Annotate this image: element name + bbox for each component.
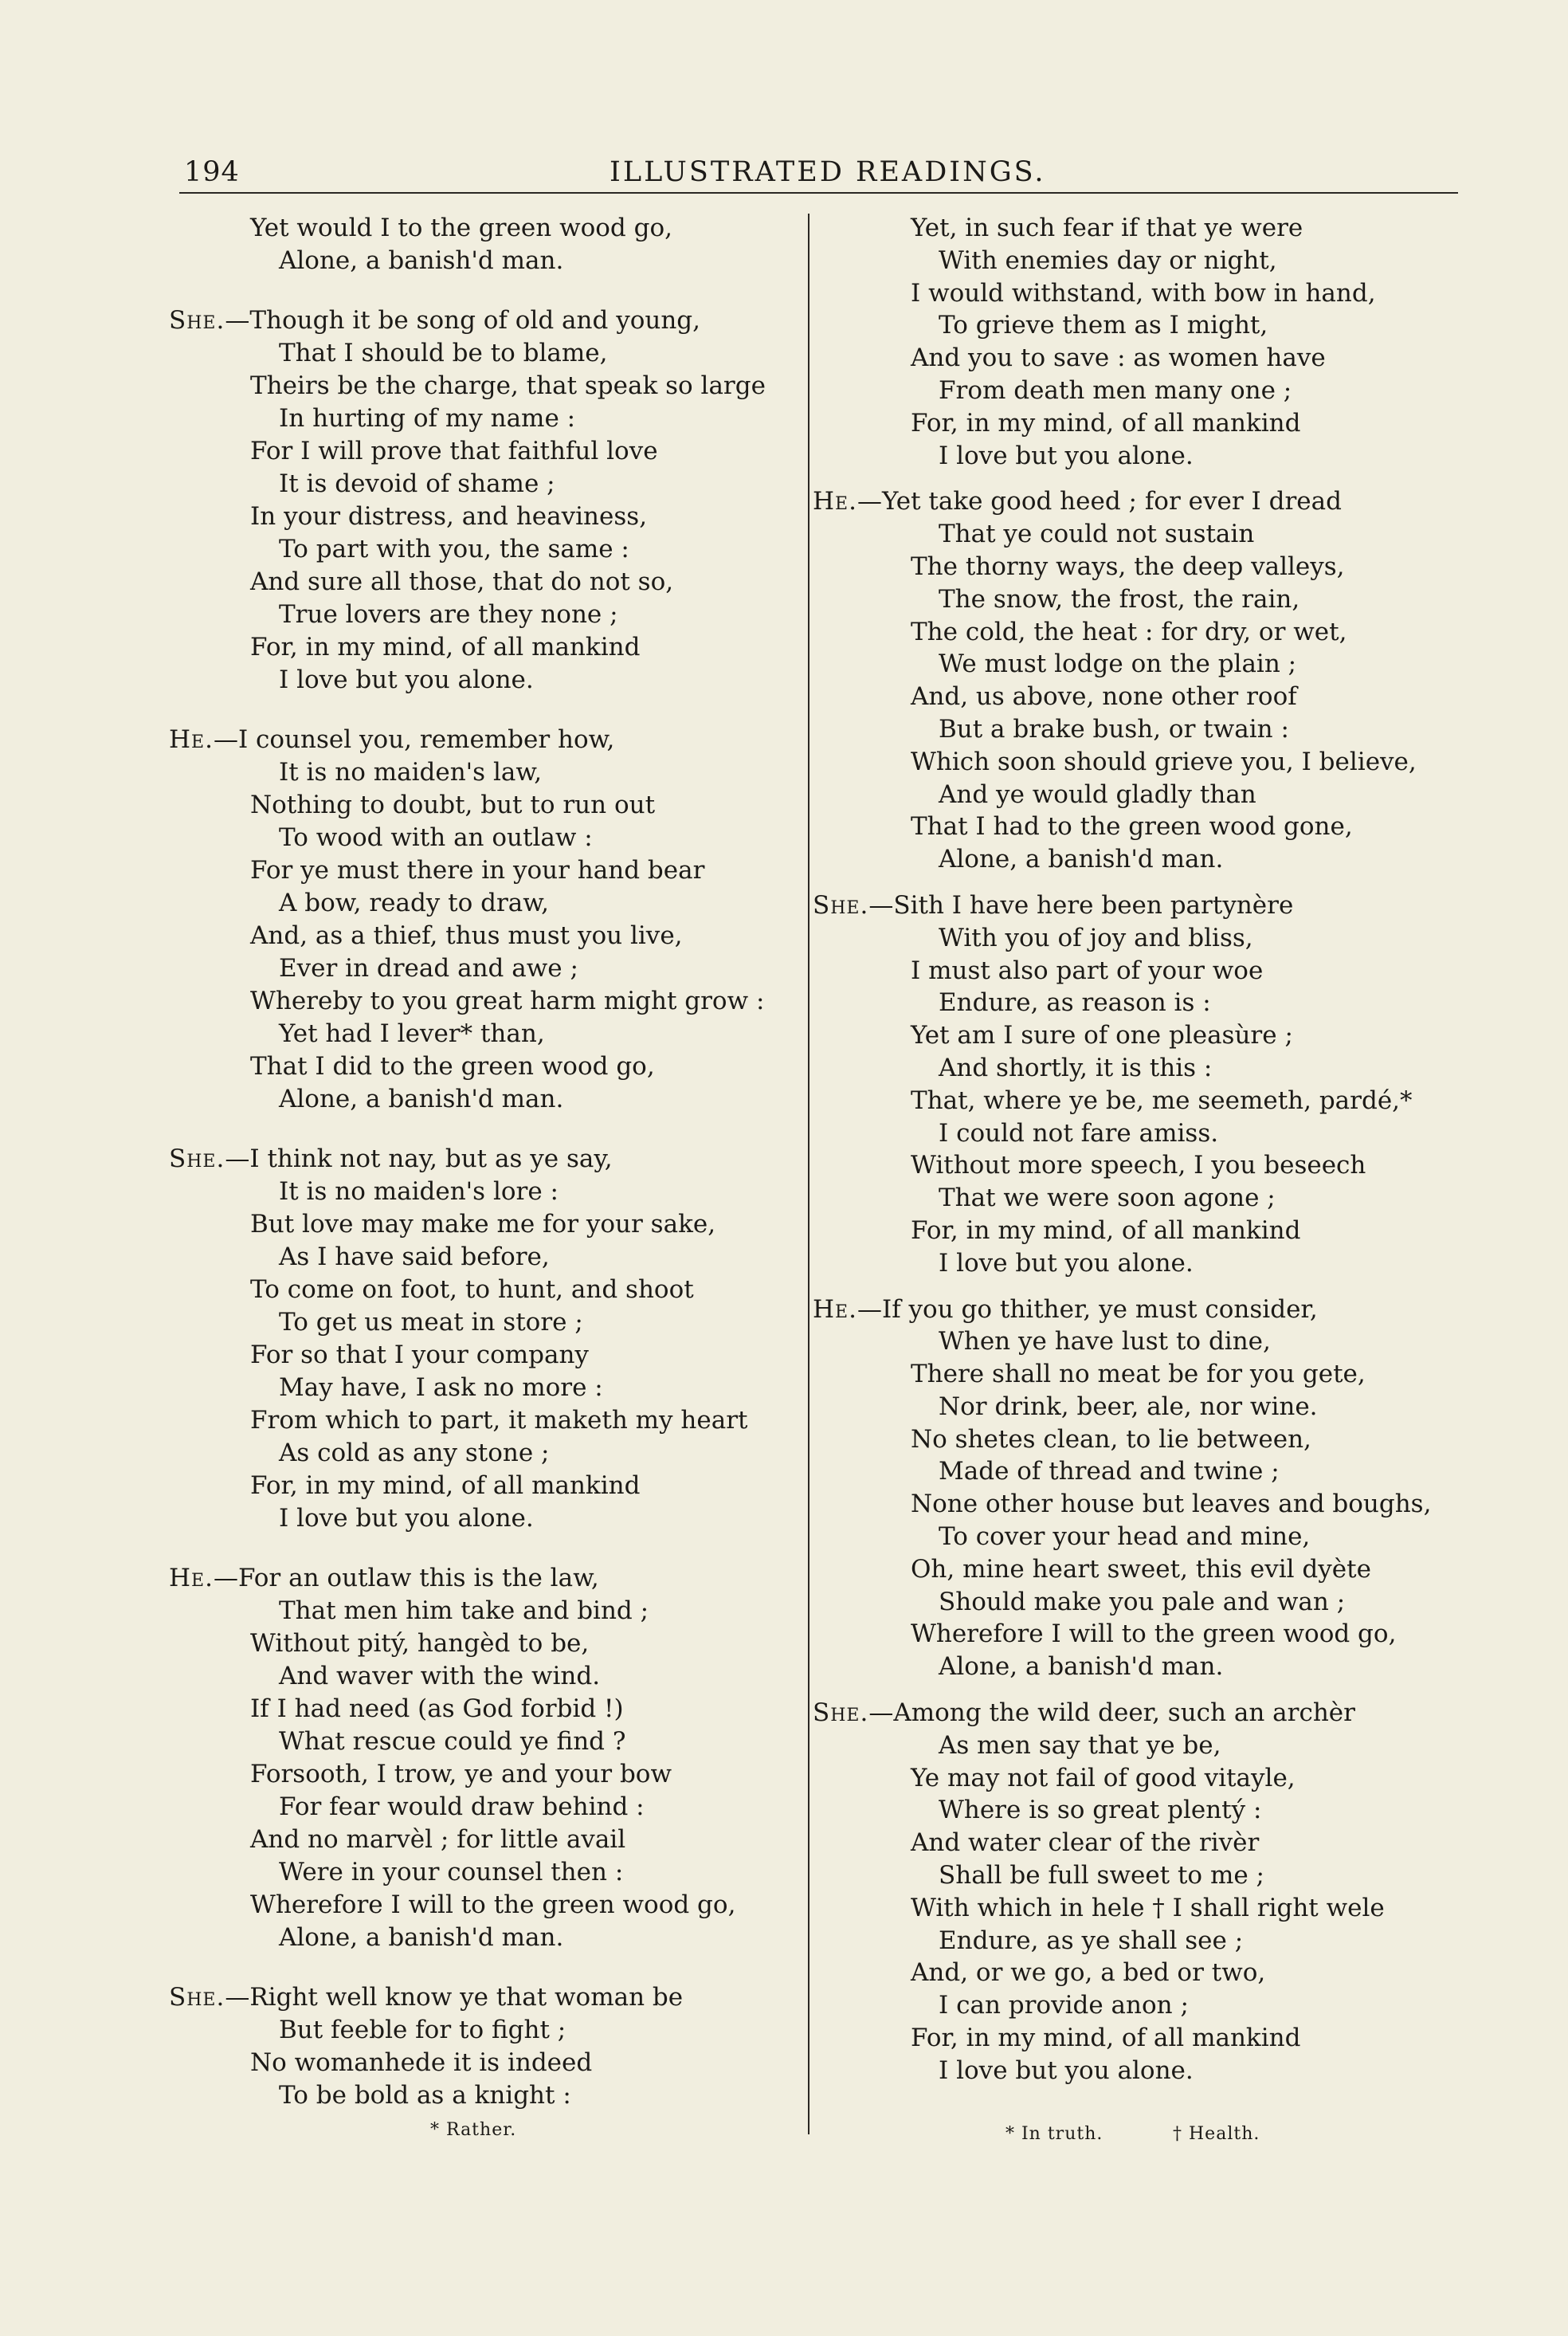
verse-text: To cover your head and mine, [939, 1522, 1311, 1552]
verse-line [813, 1989, 1474, 2022]
verse-line [169, 1889, 790, 1922]
verse-text: I love but you alone. [939, 2055, 1194, 2085]
verse-line [169, 1050, 790, 1083]
speaker-dash: — [857, 1294, 882, 1324]
verse-line [169, 245, 790, 277]
verse-line [813, 277, 1474, 310]
verse-text: Nor drink, beer, ale, nor wine. [939, 1392, 1318, 1421]
verse-line [169, 1143, 790, 1176]
verse-text: And ye would gladly than [939, 779, 1256, 809]
speaker-dash: — [868, 890, 894, 920]
verse-line [169, 1725, 790, 1758]
stanza [169, 1562, 790, 1954]
verse-text: Endure, as reason is : [939, 988, 1211, 1018]
verse-text: To part with you, the same : [279, 535, 629, 563]
footnote-in-truth: * In truth. [1005, 2124, 1103, 2144]
verse-text: I think not nay, but as ye say, [249, 1144, 613, 1173]
verse-text: The cold, the heat : for dry, or wet, [911, 617, 1347, 646]
verse-text: But a brake bush, or twain : [939, 714, 1289, 744]
verse-text: Alone, a banish'd man. [279, 1085, 564, 1113]
verse-line [813, 1586, 1474, 1619]
verse-text: Yet would I to the green wood go, [250, 214, 672, 242]
verse-line [169, 337, 790, 370]
verse-line [813, 1149, 1474, 1182]
verse-line [169, 1824, 790, 1856]
verse-line [813, 811, 1474, 843]
verse-text: Wherefore I will to the green wood go, [911, 1619, 1397, 1649]
verse-text: I must also part of your woe [911, 956, 1264, 985]
verse-text: Were in your counsel then : [279, 1858, 624, 1886]
verse-line [169, 1502, 790, 1535]
verse-text: And you to save : as women have [911, 344, 1326, 373]
verse-line [813, 1117, 1474, 1150]
verse-text: For I will prove that faithful love [250, 437, 658, 465]
verse-text: And no marvèl ; for little avail [250, 1825, 626, 1854]
running-title: ILLUSTRATED READINGS. [610, 156, 1046, 188]
verse-text: That ye could not sustain [939, 520, 1255, 549]
verse-line [169, 664, 790, 697]
verse-line [813, 551, 1474, 583]
verse-text: For, in my mind, of all mankind [250, 1471, 641, 1500]
verse-text: With enemies day or night, [939, 245, 1277, 275]
stanza [169, 724, 790, 1116]
verse-line [813, 342, 1474, 375]
verse-text: As I have said before, [279, 1243, 550, 1271]
verse-line [813, 1697, 1474, 1729]
verse-line [813, 309, 1474, 342]
verse-text: And, us above, none other roof [911, 682, 1297, 712]
verse-line [169, 533, 790, 566]
verse-line [169, 887, 790, 920]
verse-line [169, 468, 790, 501]
verse-text: For, in my mind, of all mankind [250, 633, 641, 662]
verse-text: We must lodge on the plain ; [939, 650, 1297, 679]
verse-line [813, 583, 1474, 616]
verse-line [169, 1339, 790, 1372]
verse-text: In hurting of my name : [279, 404, 576, 433]
verse-line [169, 920, 790, 952]
stanza [813, 889, 1474, 1280]
verse-text: Should make you pale and wan ; [939, 1587, 1346, 1616]
verse-line [169, 1176, 790, 1208]
verse-text: Ever in dread and awe ; [279, 954, 578, 983]
verse-line [169, 501, 790, 533]
verse-line [813, 2055, 1474, 2087]
verse-line [813, 518, 1474, 551]
verse-text: But feeble for to fight ; [279, 2016, 566, 2044]
verse-text: I love but you alone. [939, 441, 1194, 470]
speaker-dash: — [213, 1564, 238, 1592]
stanza [169, 212, 790, 277]
verse-text: Endure, as ye shall see ; [939, 1926, 1244, 1955]
verse-text: For an outlaw this is the law, [237, 1564, 599, 1592]
verse-text: And sure all those, that do not so, [250, 567, 674, 596]
verse-line [813, 955, 1474, 987]
verse-line [169, 1660, 790, 1693]
verse-line [813, 987, 1474, 1019]
verse-line [813, 1957, 1474, 1989]
verse-line [813, 648, 1474, 681]
verse-line [813, 1651, 1474, 1683]
verse-text: For so that I your company [250, 1341, 589, 1369]
verse-text: True lovers are they none ; [279, 600, 618, 629]
verse-line [813, 922, 1474, 955]
verse-text: Yet, in such fear if that ye were [911, 214, 1303, 242]
verse-text: That men him take and bind ; [279, 1596, 649, 1625]
verse-text: And, or we go, a bed or two, [911, 1958, 1266, 1988]
verse-line [169, 1404, 790, 1437]
speaker-label: He. [813, 487, 857, 516]
verse-line [169, 599, 790, 631]
verse-line [813, 1052, 1474, 1085]
verse-text: Wherefore I will to the green wood go, [250, 1890, 736, 1919]
verse-text: Where is so great plentý : [939, 1796, 1262, 1825]
verse-line [813, 889, 1474, 922]
speaker-label: She. [169, 1144, 225, 1173]
verse-text: Made of thread and twine ; [939, 1457, 1280, 1486]
verse-text: Shall be full sweet to me ; [939, 1861, 1264, 1890]
verse-text: If you go thither, ye must consider, [881, 1294, 1318, 1324]
speaker-label: She. [813, 890, 869, 920]
verse-line [813, 1325, 1474, 1358]
verse-line [813, 485, 1474, 518]
verse-text: I could not fare amiss. [939, 1118, 1219, 1148]
verse-text: Alone, a banish'd man. [939, 845, 1224, 874]
verse-text: It is no maiden's lore : [279, 1177, 559, 1206]
verse-line [813, 407, 1474, 440]
verse-line [169, 566, 790, 599]
verse-text: Among the wild deer, such an archèr [893, 1698, 1355, 1728]
verse-text: To wood with an outlaw : [279, 823, 593, 852]
verse-text: Theirs be the charge, that speak so large [250, 371, 766, 400]
verse-text: From which to part, it maketh my heart [250, 1406, 748, 1435]
verse-text: With you of joy and bliss, [939, 923, 1253, 952]
page-number: 194 [184, 156, 240, 188]
verse-line [169, 789, 790, 822]
speaker-dash: — [868, 1698, 894, 1728]
verse-line [813, 1827, 1474, 1859]
verse-line [169, 212, 790, 245]
verse-text: And shortly, it is this : [939, 1053, 1213, 1082]
verse-text: There shall no meat be for you gete, [911, 1360, 1366, 1389]
verse-text: Which soon should grieve you, I believe, [911, 747, 1417, 776]
verse-text: Alone, a banish'd man. [279, 246, 564, 275]
verse-text: For, in my mind, of all mankind [911, 2024, 1301, 2053]
speaker-dash: — [857, 487, 882, 516]
verse-text: I would withstand, with bow in hand, [911, 278, 1376, 308]
verse-line [169, 304, 790, 337]
verse-line [169, 370, 790, 402]
speaker-label: She. [169, 1983, 225, 2012]
speaker-dash: — [213, 725, 238, 754]
verse-line [169, 1981, 790, 2014]
verse-text: That, where ye be, me seemeth, pardé,* [911, 1086, 1413, 1115]
verse-text: To come on foot, to hunt, and shoot [250, 1275, 694, 1304]
verse-line [813, 1925, 1474, 1957]
verse-line [169, 1018, 790, 1050]
verse-line [813, 779, 1474, 811]
verse-text: Yet am I sure of one pleasùre ; [911, 1021, 1293, 1050]
verse-text: Without pitý, hangèd to be, [250, 1629, 590, 1658]
verse-line [169, 1856, 790, 1889]
verse-line [813, 1762, 1474, 1795]
header-rule [179, 192, 1458, 194]
verse-line [813, 1859, 1474, 1892]
verse-text: Forsooth, I trow, ye and your bow [250, 1760, 672, 1788]
verse-line [169, 952, 790, 985]
verse-text: For ye must there in your hand bear [250, 856, 705, 885]
verse-text: Alone, a banish'd man. [939, 1652, 1224, 1682]
verse-line [169, 822, 790, 854]
verse-text: For, in my mind, of all mankind [911, 1215, 1301, 1245]
speaker-dash: — [225, 1983, 250, 2012]
verse-text: But love may make me for your sake, [250, 1210, 716, 1239]
verse-line [813, 2022, 1474, 2055]
verse-text: And, as a thief, thus must you live, [250, 921, 683, 950]
stanza [169, 304, 790, 697]
verse-line [169, 854, 790, 887]
verse-line [813, 1455, 1474, 1488]
verse-text: For, in my mind, of all mankind [911, 408, 1301, 438]
verse-text: As cold as any stone ; [279, 1439, 550, 1467]
verse-text: No shetes clean, to lie between, [911, 1424, 1311, 1454]
verse-text: I counsel you, remember how, [237, 725, 615, 754]
verse-line [169, 435, 790, 468]
verse-text: Sith I have here been partynère [893, 890, 1294, 920]
verse-line [813, 713, 1474, 746]
verse-text: That I did to the green wood go, [250, 1052, 655, 1081]
verse-text: A bow, ready to draw, [279, 889, 550, 917]
verse-text: For fear would draw behind : [279, 1792, 645, 1821]
speaker-label: He. [169, 1564, 214, 1592]
verse-text: Ye may not fail of good vitayle, [911, 1763, 1296, 1792]
verse-line [813, 1553, 1474, 1586]
verse-line [169, 756, 790, 789]
verse-line [169, 1306, 790, 1339]
stanza [169, 1981, 790, 2112]
verse-text: And waver with the wind. [279, 1662, 601, 1690]
verse-line [169, 2047, 790, 2079]
verse-line [169, 1372, 790, 1404]
footnote-health: † Health. [1173, 2124, 1260, 2144]
verse-line [169, 1083, 790, 1116]
verse-text: To grieve them as I might, [939, 311, 1268, 340]
speaker-label: He. [169, 725, 214, 754]
verse-text: To be bold as a knight : [279, 2081, 571, 2110]
verse-line [813, 375, 1474, 407]
verse-text: To get us meat in store ; [279, 1308, 583, 1337]
verse-line [813, 1358, 1474, 1391]
verse-line [169, 724, 790, 756]
speaker-label: She. [813, 1698, 869, 1728]
column-divider [808, 214, 809, 2134]
verse-text: And water clear of the rivèr [911, 1828, 1260, 1858]
speaker-dash: — [225, 306, 250, 335]
verse-text: I can provide anon ; [939, 1991, 1189, 2020]
verse-line [169, 1208, 790, 1241]
verse-line [813, 843, 1474, 876]
verse-line [169, 1922, 790, 1954]
verse-text: I love but you alone. [939, 1248, 1194, 1278]
verse-line [169, 1274, 790, 1306]
verse-line [813, 1294, 1474, 1326]
verse-text: Right well know ye that woman be [249, 1983, 684, 2012]
verse-line [169, 1595, 790, 1627]
verse-text: I love but you alone. [279, 665, 534, 694]
verse-text: That I should be to blame, [279, 339, 608, 367]
verse-line [169, 1470, 790, 1502]
verse-line [813, 440, 1474, 473]
verse-line [169, 1562, 790, 1595]
verse-line [813, 1488, 1474, 1521]
verse-line [813, 1521, 1474, 1553]
verse-text: When ye have lust to dine, [939, 1327, 1271, 1356]
verse-line [169, 1791, 790, 1824]
stanza [813, 212, 1474, 472]
verse-text: Alone, a banish'd man. [279, 1923, 564, 1952]
stanza [813, 1294, 1474, 1684]
left-column [169, 212, 790, 2139]
verse-text: Whereby to you great harm might grow : [250, 987, 765, 1015]
verse-line [813, 1794, 1474, 1827]
verse-text: That we were soon agone ; [939, 1184, 1276, 1213]
verse-line [813, 1247, 1474, 1280]
verse-line [813, 245, 1474, 277]
verse-text: The thorny ways, the deep valleys, [911, 552, 1345, 581]
verse-line [813, 212, 1474, 245]
verse-text: The snow, the frost, the rain, [939, 584, 1300, 614]
verse-text: It is devoid of shame ; [279, 469, 555, 498]
verse-text: That I had to the green wood gone, [911, 812, 1353, 842]
verse-line [169, 1627, 790, 1660]
stanza [813, 485, 1474, 876]
speaker-dash: — [225, 1144, 250, 1173]
verse-line [169, 402, 790, 435]
verse-text: May have, I ask no more : [279, 1373, 603, 1402]
verse-text: None other house but leaves and boughs, [911, 1490, 1432, 1519]
verse-line [169, 985, 790, 1018]
verse-text: From death men many one ; [939, 375, 1292, 405]
speaker-label: She. [169, 306, 225, 335]
verse-line [813, 1892, 1474, 1925]
page-header [179, 156, 1458, 196]
verse-line [813, 1215, 1474, 1247]
verse-text: Nothing to doubt, but to run out [250, 791, 656, 819]
stanza [169, 1143, 790, 1535]
verse-text: No womanhede it is indeed [250, 2048, 593, 2077]
verse-line [169, 2014, 790, 2047]
verse-text: Yet had I lever* than, [279, 1019, 545, 1048]
verse-text: In your distress, and heaviness, [250, 502, 648, 531]
verse-line [813, 616, 1474, 649]
verse-text: Without more speech, I you beseech [911, 1151, 1366, 1180]
verse-text: What rescue could ye find ? [279, 1727, 626, 1756]
verse-line [813, 1729, 1474, 1762]
verse-line [169, 1241, 790, 1274]
verse-line [813, 1391, 1474, 1423]
verse-text: With which in hele † I shall right wele [911, 1893, 1385, 1922]
verse-line [169, 2079, 790, 2112]
right-column [813, 212, 1474, 2101]
verse-line [169, 631, 790, 664]
verse-line [813, 1423, 1474, 1456]
verse-text: Oh, mine heart sweet, this evil dyète [911, 1554, 1371, 1584]
verse-line [169, 1437, 790, 1470]
verse-text: Yet take good heed ; for ever I dread [881, 487, 1342, 516]
footnote-rather: * Rather. [430, 2120, 517, 2140]
speaker-label: He. [813, 1294, 857, 1324]
verse-text: If I had need (as God forbid !) [250, 1694, 624, 1723]
verse-text: It is no maiden's law, [279, 758, 543, 787]
verse-line [169, 1693, 790, 1725]
verse-text: Though it be song of old and young, [249, 306, 701, 335]
verse-line [813, 1085, 1474, 1117]
verse-line [813, 746, 1474, 779]
verse-line [813, 1019, 1474, 1052]
verse-text: As men say that ye be, [939, 1730, 1221, 1760]
verse-line [813, 1618, 1474, 1651]
verse-text: I love but you alone. [279, 1504, 534, 1533]
verse-line [169, 1758, 790, 1791]
verse-line [813, 681, 1474, 713]
stanza [813, 1697, 1474, 2087]
verse-line [813, 1182, 1474, 1215]
